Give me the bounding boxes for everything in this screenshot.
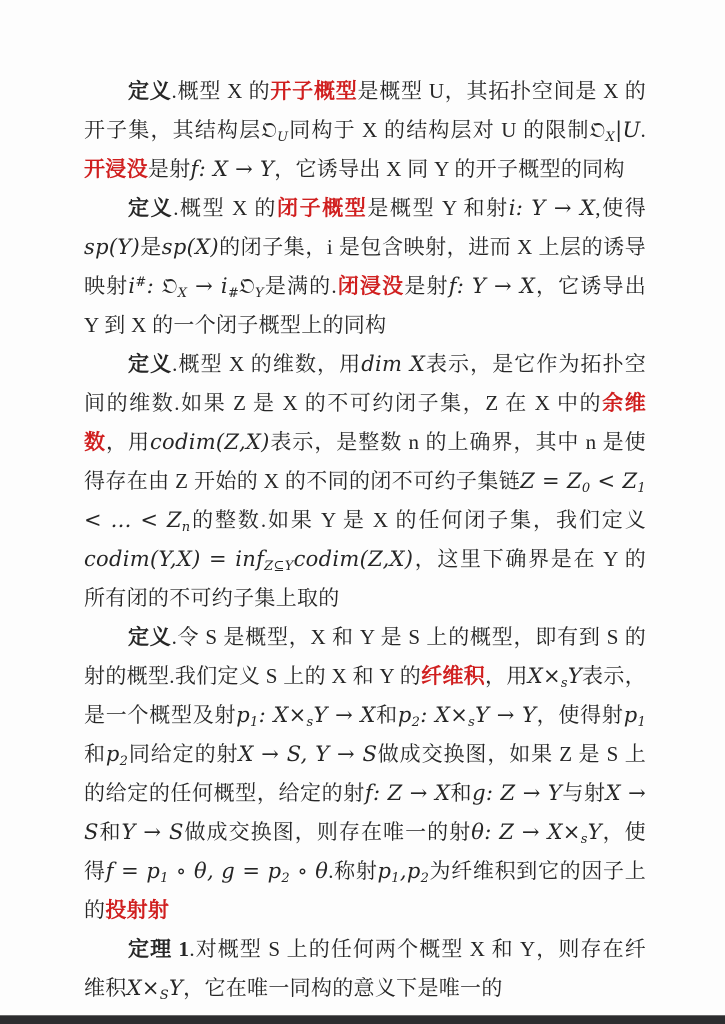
text-run: Y → S	[121, 820, 184, 844]
para-def-open-subscheme	[84, 72, 646, 189]
text-run: codim(Z,X)	[149, 430, 270, 454]
text-block	[84, 72, 646, 1008]
text-run: 定义	[128, 79, 172, 103]
text-run: 是射	[404, 274, 449, 298]
text-run: ，用	[105, 430, 150, 454]
text-run: 是满的.	[263, 274, 337, 298]
text-run: 做成交换图，如果 Z 是 S 上的给定的任何概型，给定的射	[84, 742, 647, 805]
text-run: Z⊆Y	[264, 559, 294, 574]
text-run: Y → Y	[475, 703, 537, 727]
para-def-closed-subscheme	[84, 189, 646, 345]
text-run: .称射	[328, 859, 378, 883]
text-run: X	[605, 130, 616, 145]
text-run: n	[181, 520, 191, 535]
text-run: Y	[255, 286, 264, 301]
text-run: 同给定的射	[128, 742, 239, 766]
text-run: ，使得	[84, 820, 646, 883]
text-run: 2	[119, 754, 129, 769]
text-run: #	[135, 275, 147, 290]
text-run: p	[377, 859, 392, 883]
text-run: Y	[587, 820, 602, 844]
text-run: f: Z → X	[364, 781, 451, 805]
text-run: 和	[98, 820, 122, 844]
text-run: s	[468, 715, 476, 730]
text-run: #	[227, 286, 240, 301]
text-run: 表示，是一个概型及射	[84, 664, 646, 727]
text-run: 𝔒	[239, 274, 256, 298]
text-run: 为纤维积到它的因子上的	[84, 859, 646, 922]
text-run: 1	[250, 715, 259, 730]
text-run: 闭子概型	[277, 196, 368, 220]
text-run: .概型 X 的维数，用	[172, 352, 362, 376]
text-run: 𝔒	[161, 274, 178, 298]
para-theorem-1	[84, 930, 646, 1008]
text-run: f: Y → X	[448, 274, 536, 298]
text-run: sp(Y)	[84, 235, 140, 259]
text-run: 和	[450, 781, 473, 805]
text-run: ，用	[485, 664, 528, 688]
text-run: Z = Z	[520, 469, 582, 493]
text-run: s	[560, 676, 568, 691]
text-run: X×	[527, 664, 561, 688]
text-run: U	[277, 130, 289, 145]
text-run: 纤维积	[421, 664, 486, 688]
text-run: ∘ θ, g = p	[168, 859, 282, 883]
text-run: s	[306, 715, 314, 730]
text-run: dim X	[361, 352, 426, 376]
text-run: .	[640, 118, 646, 142]
text-run: X×	[126, 976, 160, 1000]
text-run: 投射射	[105, 898, 170, 922]
text-run: p	[236, 703, 250, 727]
text-run: p	[623, 703, 638, 727]
text-run: X → S, Y → S	[238, 742, 378, 766]
text-run: 定理 1	[128, 937, 190, 961]
text-run: 表示，是整数 n 的上确界，其中 n 是使得存在由 Z 开始的 X 的不同的闭不可约子集链	[84, 430, 646, 493]
text-run: sp(X)	[161, 235, 219, 259]
text-run: .概型 X 的	[171, 79, 271, 103]
text-run: 2	[420, 871, 430, 886]
text-run: 与射	[562, 781, 606, 805]
text-run: f: X → Y	[190, 157, 275, 181]
text-run: ,使得	[595, 196, 647, 220]
text-run: f = p	[105, 859, 161, 883]
para-def-fiber-product	[84, 618, 646, 930]
text-run: i	[220, 274, 228, 298]
text-run: 是概型 Y 和射	[367, 196, 509, 220]
text-run: g: Z → Y	[472, 781, 563, 805]
text-run: ，它诱导出 X 同 Y 的开子概型的同构	[274, 157, 625, 181]
text-run: : X×	[258, 703, 307, 727]
text-run: 1	[160, 871, 169, 886]
text-run: s	[580, 832, 588, 847]
text-run: Y	[567, 664, 583, 688]
text-run: 𝔒	[261, 118, 278, 142]
text-run: 同构于 X 的结构层对 U 的限制	[288, 118, 590, 142]
text-run: p	[105, 742, 120, 766]
text-run: 定义	[128, 625, 172, 649]
text-run: 0	[581, 481, 591, 496]
text-run: 2	[281, 871, 290, 886]
text-run: 1	[391, 871, 400, 886]
text-run: p	[397, 703, 412, 727]
text-run: i: Y → X	[508, 196, 596, 220]
text-run: < Z	[590, 469, 638, 493]
text-run: ，它诱导出 Y 到 X 的一个闭子概型上的同构	[84, 274, 646, 337]
text-run: .概型 X 的	[173, 196, 277, 220]
text-run: ∘ θ	[289, 859, 329, 883]
para-def-dimension-codimension	[84, 345, 646, 618]
text-run: S	[159, 988, 169, 1003]
text-run: Y → X	[313, 703, 376, 727]
text-run: 𝔒	[589, 118, 606, 142]
text-run: .令 S 是概型，X 和 Y 是 S 上的概型，即有到 S 的射的概型.我们定义 S 上的 X 和 Y 的	[84, 625, 647, 688]
text-run: 余维数	[84, 391, 646, 454]
text-run: 定义	[128, 196, 174, 220]
text-run: ，这里下确界是在 Y 的所有闭的不可约子集上取的	[84, 547, 646, 610]
text-run: :	[146, 274, 162, 298]
text-run: ,	[399, 859, 407, 883]
text-run: .对概型 S 上的任何两个概型 X 和 Y，则存在纤维积	[84, 937, 646, 1000]
text-run: →	[187, 274, 221, 298]
text-run: 1	[637, 715, 647, 730]
text-run: 是概型 U，其拓扑空间是 X 的开子集，其结构层	[84, 79, 646, 142]
text-run: 闭浸没	[336, 274, 405, 298]
text-run: 2	[411, 715, 421, 730]
text-run: : X×	[420, 703, 469, 727]
text-run: i	[128, 274, 136, 298]
text-run: codim(Y,X) = inf	[84, 547, 265, 571]
text-run: 的整数.如果 Y 是 X 的任何闭子集，我们定义	[190, 508, 646, 532]
text-run: p	[406, 859, 421, 883]
text-run: 1	[637, 481, 646, 496]
text-run: 开浸没	[84, 157, 148, 181]
text-run: 开子概型	[270, 79, 358, 103]
text-run: 定义	[128, 352, 173, 376]
text-run: X	[177, 286, 188, 301]
text-run: 和	[375, 703, 398, 727]
text-run: 是射	[147, 157, 191, 181]
page-bottom-edge	[0, 1015, 725, 1024]
text-run: 和	[84, 742, 106, 766]
text-run: Y	[168, 976, 184, 1000]
text-run: 是	[139, 235, 162, 259]
text-run: ，使得射	[536, 703, 624, 727]
text-run: 表示，是它作为拓扑空间的维数.如果 Z 是 X 的不可约闭子集，Z 在 X 中的	[84, 352, 646, 415]
text-run: |U	[615, 118, 641, 142]
text-run: 做成交换图，则存在唯一的射	[183, 820, 472, 844]
text-run: ，它在唯一同构的意义下是唯一的	[183, 976, 503, 1000]
text-run: θ: Z → X×	[471, 820, 581, 844]
text-run: < … < Z	[84, 508, 182, 532]
text-run: X → S	[84, 781, 646, 844]
text-run: codim(Z,X)	[293, 547, 414, 571]
text-run: 的闭子集，i 是包含映射，进而 X 上层的诱导映射	[84, 235, 646, 298]
